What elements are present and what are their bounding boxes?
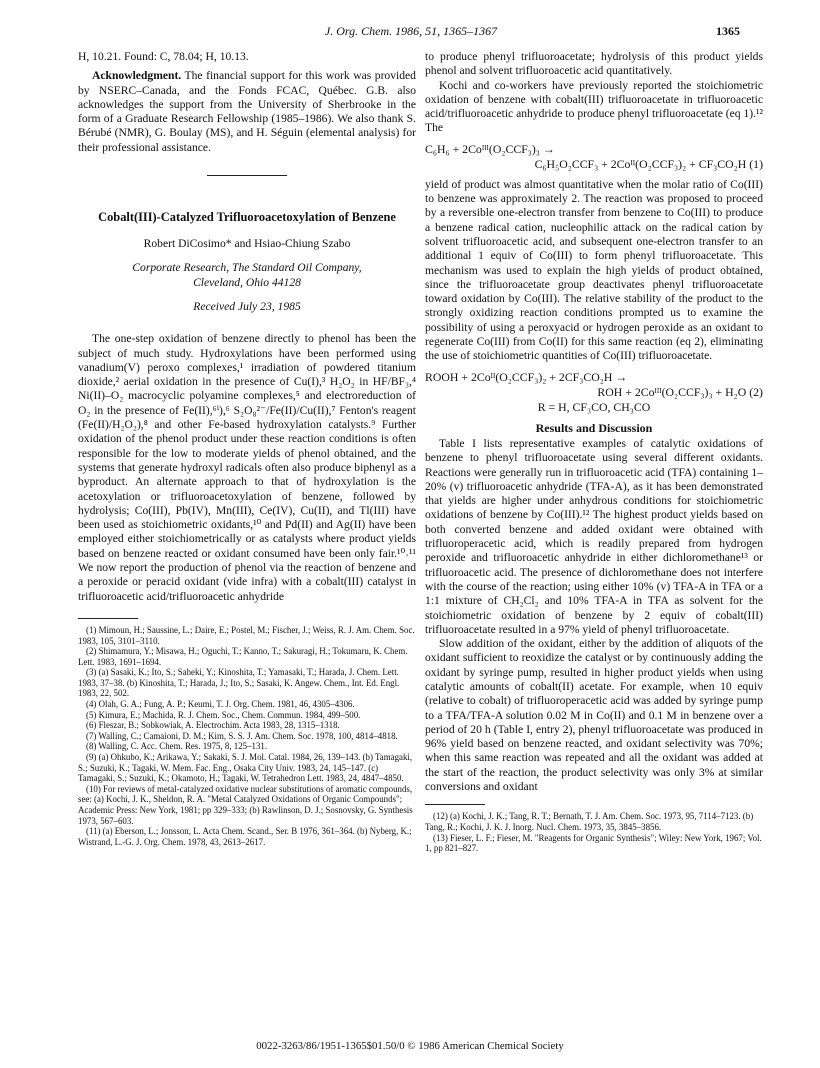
ack-heading: Acknowledgment.: [92, 69, 182, 83]
journal-reference: J. Org. Chem. 1986, 51, 1365–1367: [324, 24, 498, 38]
reference: (5) Kimura, E.; Machida, R. J. Chem. Soc., Chem. Commun. 1984, 499–500.: [86, 709, 361, 720]
reference: (13) Fieser, L. F.; Fieser, M. "Reagents for Organic Synthesis"; Wiley: New York, 1967; Vol. 1, pp 821–827.: [425, 832, 762, 854]
paragraph: yield of product was almost quantitative when the molar ratio of Co(III) to benzene was approximately 2. The reaction was proposed to proceed by a reversible one-electron transfer from benzene to Co(III) to produce a benzene radical cation, nucleophilic attack on the radical cation by solvent trifluoroacetic acid, and subsequent one-electron transfer to an additional 1 equiv of Co(III) to form phenyl trifluoroacetate. This mechanism was used to explain the high yields of product obtained, since the trifluoroacetate group deactivates phenyl trifluoroacetate toward oxidation by Co(III). The relative stability of the product to the strongly oxidizing reaction conditions prompted us to examine the possibility of using a peroxyacid or hydrogen peroxide as an oxidant to regenerate Co(III) from Co(II) for this same reaction (eq 2), eliminating the use of stoichiometric quantities of Co(III) trifluoroacetate.: [425, 177, 763, 363]
paragraph: Table I lists representative examples of catalytic oxidations of benzene to phenyl trifluoroacetate using several different oxidants. Reactions were generally run in trifluoroacetic acid (TFA) containing 1–20% (v) trifluoroacetic anhydride (TFA-A), as it has been demonstrated that yields are higher under anhydrous conditions for stoichiometric oxidations of benzene by Co(III).¹² The highest product yields based on both converted benzene and added oxidant were obtained with trifluoroperacetic acid, which is readily prepared from hydrogen peroxide and trifluoroacetic anhydride in either dichloromethane¹³ or trifluoroacetic acid. The presence of dichloromethane does not interfere with the course of the reaction; using either 10% (v) TFA-A in TFA or a 1:1 mixture of CH₂Cl₂ and 10% TFA-A in TFA as solvent for the stoichiometric oxidation of benzene by 2 equiv of cobalt(III) trifluoroacetate resulted in a 97% yield of phenyl trifluoroacetate.: [425, 436, 763, 636]
found-line: H, 10.21. Found: C, 78.04; H, 10.13.: [78, 50, 249, 63]
reference: (9) (a) Ohkubo, K.; Arikawa, Y.; Sakaki, S. J. Mol. Catal. 1984, 26, 139–143. (b) Tamagaki, S.; Suzuki, K.; Tagaki, W. Mem. Fac. Eng., Osaka City Univ. 1983, 24, 145–147. (c) Tamagaki, S.; Suzuki, K.; Okamoto, H.; Tagaki, W. Tetrahedron Lett. 1983, 24, 4847–4850.: [78, 752, 413, 784]
equation-2-line-1: ROOH + 2Coᴵᴵ(O₂CCF₃)₂ + 2CF₃CO₂H →: [425, 369, 628, 384]
reference: (3) (a) Sasaki, K.; Ito, S.; Saheki, Y.; Kinoshita, T.; Yamasaki, T.; Harada, J. Chem. Lett. 1983, 37–38. (b) Kinoshita, T.; Harada, J.; Ito, S.; Sasaki, K. Angew. Chem., Int. Ed. Engl. 1983, 22, 502.: [78, 667, 400, 699]
article-title: Cobalt(III)-Catalyzed Trifluoroacetoxylation of Benzene: [98, 210, 396, 225]
equation-1-line-2: C₆H₅O₂CCF₃ + 2Coᴵᴵ(O₂CCF₃)₂ + CF₃CO₂H (1): [534, 156, 763, 171]
paragraph: to produce phenyl trifluoroacetate; hydrolysis of this product yields phenol and solvent trifluoroacetic acid quantitatively.: [425, 50, 763, 78]
paragraph: Kochi and co-workers have previously reported the stoichiometric oxidation of benzene with cobalt(III) trifluoroacetate in trifluoroacetic acid/trifluoroacetic anhydride to produce phenyl trifluoroacetate (eq 1).¹² The: [425, 78, 763, 135]
equation-2-line-2: ROH + 2Coᴵᴵᴵ(O₂CCF₃)₃ + H₂O (2): [597, 384, 763, 399]
references-left: [78, 625, 416, 847]
divider-rule: [207, 175, 287, 176]
intro-paragraph: The one-step oxidation of benzene directly to phenol has been the subject of much study. Hydroxylations have been performed using vanadium(V) peroxo complexes,¹ irradiation of powdered titanium dioxide,² aerial oxidation in the presence of Cu(I),³ H₂O₂ in HF/BF₃,⁴ Ni(II)–O₂ macrocyclic polyamine complexes,⁵ and electroreduction of O₂ in the presence of Fe(II),⁶ⁱ),⁶ S₂O₈²⁻/Fe(II)/Cu(II),⁷ Fenton's reagent (Fe(II)/H₂O₂),⁸ and other Fe-based hydroxylation catalysts.⁹ Further oxidation of the phenol product under these reaction conditions is often responsible for the low to moderate yields of phenol obtained, and the systems that generate hydroxyl radicals often also produce biphenyl as a byproduct. An alternate approach to that of hydroxylation is the acetoxylation or trifluoroacetoxylation of benzene, followed by hydrolysis; Co(III), Pb(IV), Mn(III), Ce(IV), Cu(II), and Tl(III) have been used as stoichiometric oxidants,¹⁰ and Pd(II) and Ag(II) have been employed either stoichiometrically or as catalysts where product yields based on benzene reacted or oxidant consumed have been only fair.¹⁰˒¹¹ We now report the production of phenol via the reaction of benzene and a peroxide or peracid oxidant (vide infra) with a cobalt(III) catalyst in trifluoroacetic acid/trifluoroacetic anhydride: [78, 332, 416, 603]
copyright-footer: 0022-3263/86/1951-1365$01.50/0 © 1986 American Chemical Society: [256, 1040, 564, 1052]
reference: (8) Walling, C. Acc. Chem. Res. 1975, 8, 125–131.: [86, 741, 268, 752]
right-column: [425, 50, 763, 854]
reference: (6) Fleszar, B.; Sobkowiak, A. Electrochim. Acta 1983, 28, 1315–1318.: [86, 720, 340, 731]
footnote-rule: [78, 618, 138, 619]
equation-1-line-1: C₆H₆ + 2Coᴵᴵᴵ(O₂CCF₃)₃ →: [425, 141, 555, 156]
received-date: Received July 23, 1985: [193, 299, 301, 313]
reference: (7) Walling, C.; Camaioni, D. M.; Kim, S. S. J. Am. Chem. Soc. 1978, 100, 4814–4818.: [86, 730, 398, 741]
paragraph: Slow addition of the oxidant, either by the addition of aliquots of the oxidant sufficient to reoxidize the catalyst or by continuously adding the oxidant by syringe pump, resulted in higher product yields when using catalytic amounts of cobalt(II) acetate. For example, when 10 equiv (relative to cobalt) of trifluoroperacetic acid was added by syringe pump to a TFA/TFA-A solution 0.02 M in Co(II) and 0.1 M in benzene over a period of 20 h (Table I, entry 2), phenyl trifluoroacetate was produced in 96% yield based on benzene reacted, and oxidant selectivity was 70%; when this same reaction was repeated and all the oxidant was added at the start of the reaction, the product selectivity was only 3% at similar conversions and oxidant: [425, 637, 763, 794]
acknowledgment: [78, 69, 416, 155]
reference: (4) Olah, G. A.; Fung, A. P.; Keumi, T. J. Org. Chem. 1981, 46, 4305–4306.: [86, 699, 355, 710]
page-number: 1365: [716, 24, 740, 38]
equation-1: [425, 142, 763, 172]
running-header: [82, 24, 740, 42]
reference: (1) Mimoun, H.; Saussine, L.; Daire, E.; Postel, M.; Fischer, J.; Weiss, R. J. Am. Chem. Soc. 1983, 105, 3101–3110.: [78, 624, 415, 646]
footnote-rule: [425, 804, 485, 805]
left-column: [78, 50, 416, 847]
reference: (2) Shimamura, Y.; Misawa, H.; Oguchi, T.; Kanno, T.; Sakuragi, H.; Tokumaru, K. Chem. Lett. 1983, 1691–1694.: [78, 646, 408, 667]
references-right: [425, 811, 763, 853]
equation-2-line-3: R = H, CF₃CO, CH₃CO: [537, 399, 651, 414]
reference: (10) For reviews of metal-catalyzed oxidative nuclear substitutions of aromatic compounds, see: (a) Kochi, J. K., Sheldon, R. A. "Metal Catalyzed Oxidations of Organic Compounds"; Academic Press: New York, 1981; pp 329–333; (b) Rawlinson, D. J.; Sosnovsky, G. Synthesis 1973, 567–603.: [78, 783, 413, 826]
ack-text: The financial support for this work was provided by NSERC–Canada, and the Fonds FCAC, Québec. G.B. also acknowledges the support from the University of Sherbrooke in the form of a Graduate Research Fellowship (1985–1986). We also thank S. Bérubé (NMR), G. Boulay (MS), and H. Séguin (elemental analysis) for their professional assistance.: [78, 69, 416, 154]
equation-2: [425, 370, 763, 415]
reference: (12) (a) Kochi, J. K.; Tang, R. T.; Bernath, T. J. Am. Chem. Soc. 1973, 95, 7114–7123. (b) Tang, R.; Kochi, J. K. J. Inorg. Nucl. Chem. 1973, 35, 3845–3856.: [425, 811, 754, 832]
reference: (11) (a) Eberson, L.; Jonsson, L. Acta Chem. Scand., Ser. B 1976, 361–364. (b) Nyberg, K.; Wistrand, L.-G. J. Org. Chem. 1978, 43, 2613–2617.: [78, 826, 412, 847]
affiliation-line-1: Corporate Research, The Standard Oil Company,: [132, 261, 362, 275]
section-heading: Results and Discussion: [535, 420, 653, 435]
authors: Robert DiCosimo* and Hsiao-Chiung Szabo: [143, 237, 351, 251]
affiliation-line-2: Cleveland, Ohio 44128: [193, 275, 301, 289]
